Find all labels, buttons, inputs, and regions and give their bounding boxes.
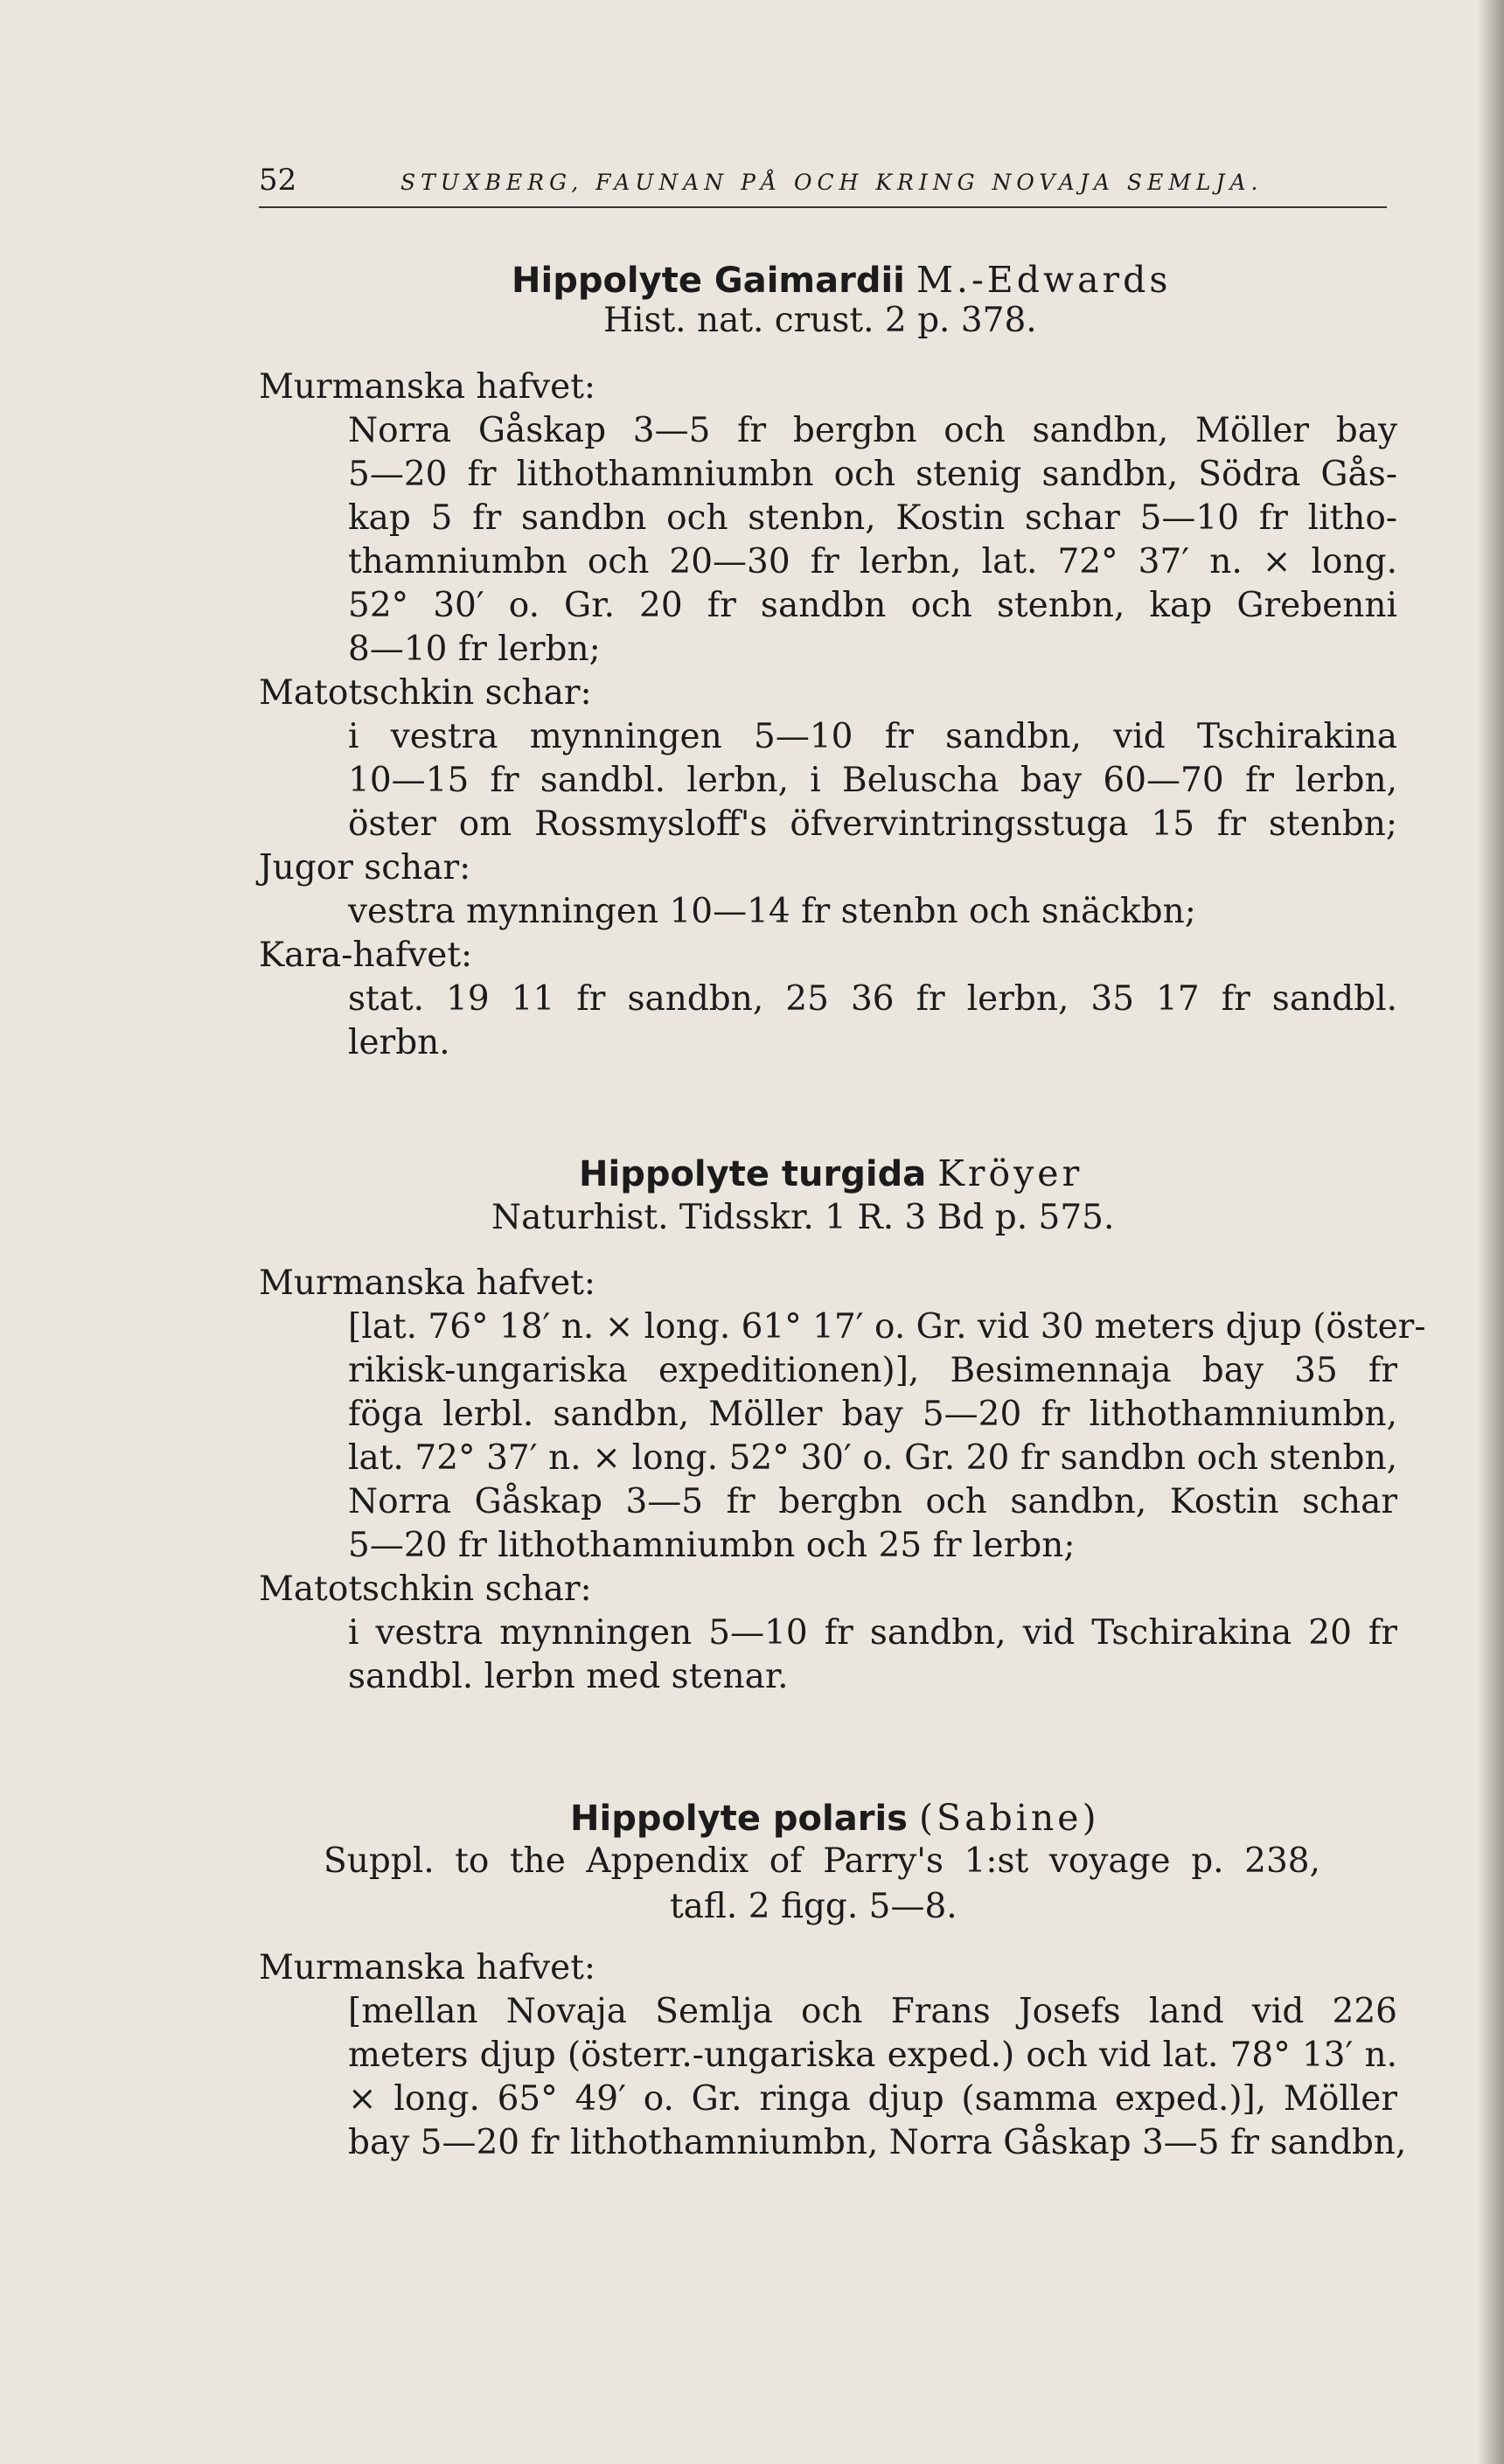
species-heading-gaimardii: Hippolyte Gaimardii M.-Edwards (512, 259, 1172, 301)
page-header (259, 156, 1387, 199)
locality-line: Norra Gåskap 3—5 fr bergbn och sandbn, Kostin schar (348, 1482, 1397, 1521)
locality-line: [mellan Novaja Semlja och Frans Josefs land vid 226 (348, 1992, 1397, 2031)
region-label: Murmanska hafvet: (259, 1263, 596, 1303)
locality-line: 52° 30′ o. Gr. 20 fr sandbn och stenbn, kap Grebenni (348, 586, 1397, 625)
region-label: Jugor schar: (259, 848, 471, 887)
locality-line: vestra mynningen 10—14 fr stenbn och snäckbn; (348, 892, 1196, 931)
region-label: Matotschkin schar: (259, 673, 592, 713)
locality-line: bay 5—20 fr lithothamniumbn, Norra Gåskap 3—5 fr sandbn, (348, 2123, 1407, 2162)
locality-line: i vestra mynningen 5—10 fr sandbn, vid Tschirakina (348, 717, 1397, 756)
locality-line: meters djup (österr.-ungariska exped.) och vid lat. 78° 13′ n. (348, 2036, 1397, 2075)
header-rule (259, 206, 1387, 208)
reference-line: Hist. nat. crust. 2 p. 378. (603, 301, 1037, 340)
locality-line: 10—15 fr sandbl. lerbn, i Beluscha bay 60—70 fr lerbn, (348, 761, 1397, 800)
locality-line: föga lerbl. sandbn, Möller bay 5—20 fr lithothamniumbn, (348, 1395, 1397, 1434)
species-heading-turgida: Hippolyte turgida Kröyer (579, 1152, 1083, 1194)
locality-line: lat. 72° 37′ n. × long. 52° 30′ o. Gr. 20 fr sandbn och stenbn, (348, 1438, 1397, 1478)
locality-line: i vestra mynningen 5—10 fr sandbn, vid Tschirakina 20 fr (348, 1613, 1397, 1653)
region-label: Murmanska hafvet: (259, 367, 596, 407)
locality-line: lerbn. (348, 1023, 450, 1062)
reference-line: Suppl. to the Appendix of Parry's 1:st voyage p. 238, (324, 1841, 1320, 1881)
locality-line: stat. 19 11 fr sandbn, 25 36 fr lerbn, 35 17 fr sandbl. (348, 979, 1397, 1019)
locality-line: rikisk-ungariska expeditionen)], Besimennaja bay 35 fr (348, 1351, 1397, 1390)
locality-line: × long. 65° 49′ o. Gr. ringa djup (samma exped.)], Möller (348, 2079, 1397, 2119)
page-number: 52 (259, 163, 297, 198)
page-edge-shadow (1478, 0, 1504, 2464)
reference-line: tafl. 2 figg. 5—8. (670, 1887, 957, 1926)
region-label: Kara-hafvet: (259, 936, 473, 975)
locality-line: thamniumbn och 20—30 fr lerbn, lat. 72° 37′ n. × long. (348, 542, 1397, 581)
locality-line: öster om Rossmysloff's öfvervintringsstuga 15 fr stenbn; (348, 804, 1397, 844)
locality-line: kap 5 fr sandbn och stenbn, Kostin schar 5—10 fr litho- (348, 498, 1397, 538)
reference-line: Naturhist. Tidsskr. 1 R. 3 Bd p. 575. (491, 1198, 1115, 1237)
running-head: STUXBERG, FAUNAN PÅ OCH KRING NOVAJA SEMLJA. (400, 170, 1264, 195)
locality-line: Norra Gåskap 3—5 fr bergbn och sandbn, Möller bay (348, 411, 1397, 450)
region-label: Murmanska hafvet: (259, 1948, 596, 1987)
locality-line: [lat. 76° 18′ n. × long. 61° 17′ o. Gr. vid 30 meters djup (öster- (348, 1307, 1426, 1347)
locality-line: sandbl. lerbn med stenar. (348, 1657, 789, 1696)
species-heading-polaris: Hippolyte polaris (Sabine) (570, 1797, 1100, 1839)
locality-line: 5—20 fr lithothamniumbn och stenig sandbn, Södra Gås- (348, 455, 1397, 494)
region-label: Matotschkin schar: (259, 1570, 592, 1609)
locality-line: 8—10 fr lerbn; (348, 630, 601, 669)
locality-line: 5—20 fr lithothamniumbn och 25 fr lerbn; (348, 1526, 1076, 1565)
